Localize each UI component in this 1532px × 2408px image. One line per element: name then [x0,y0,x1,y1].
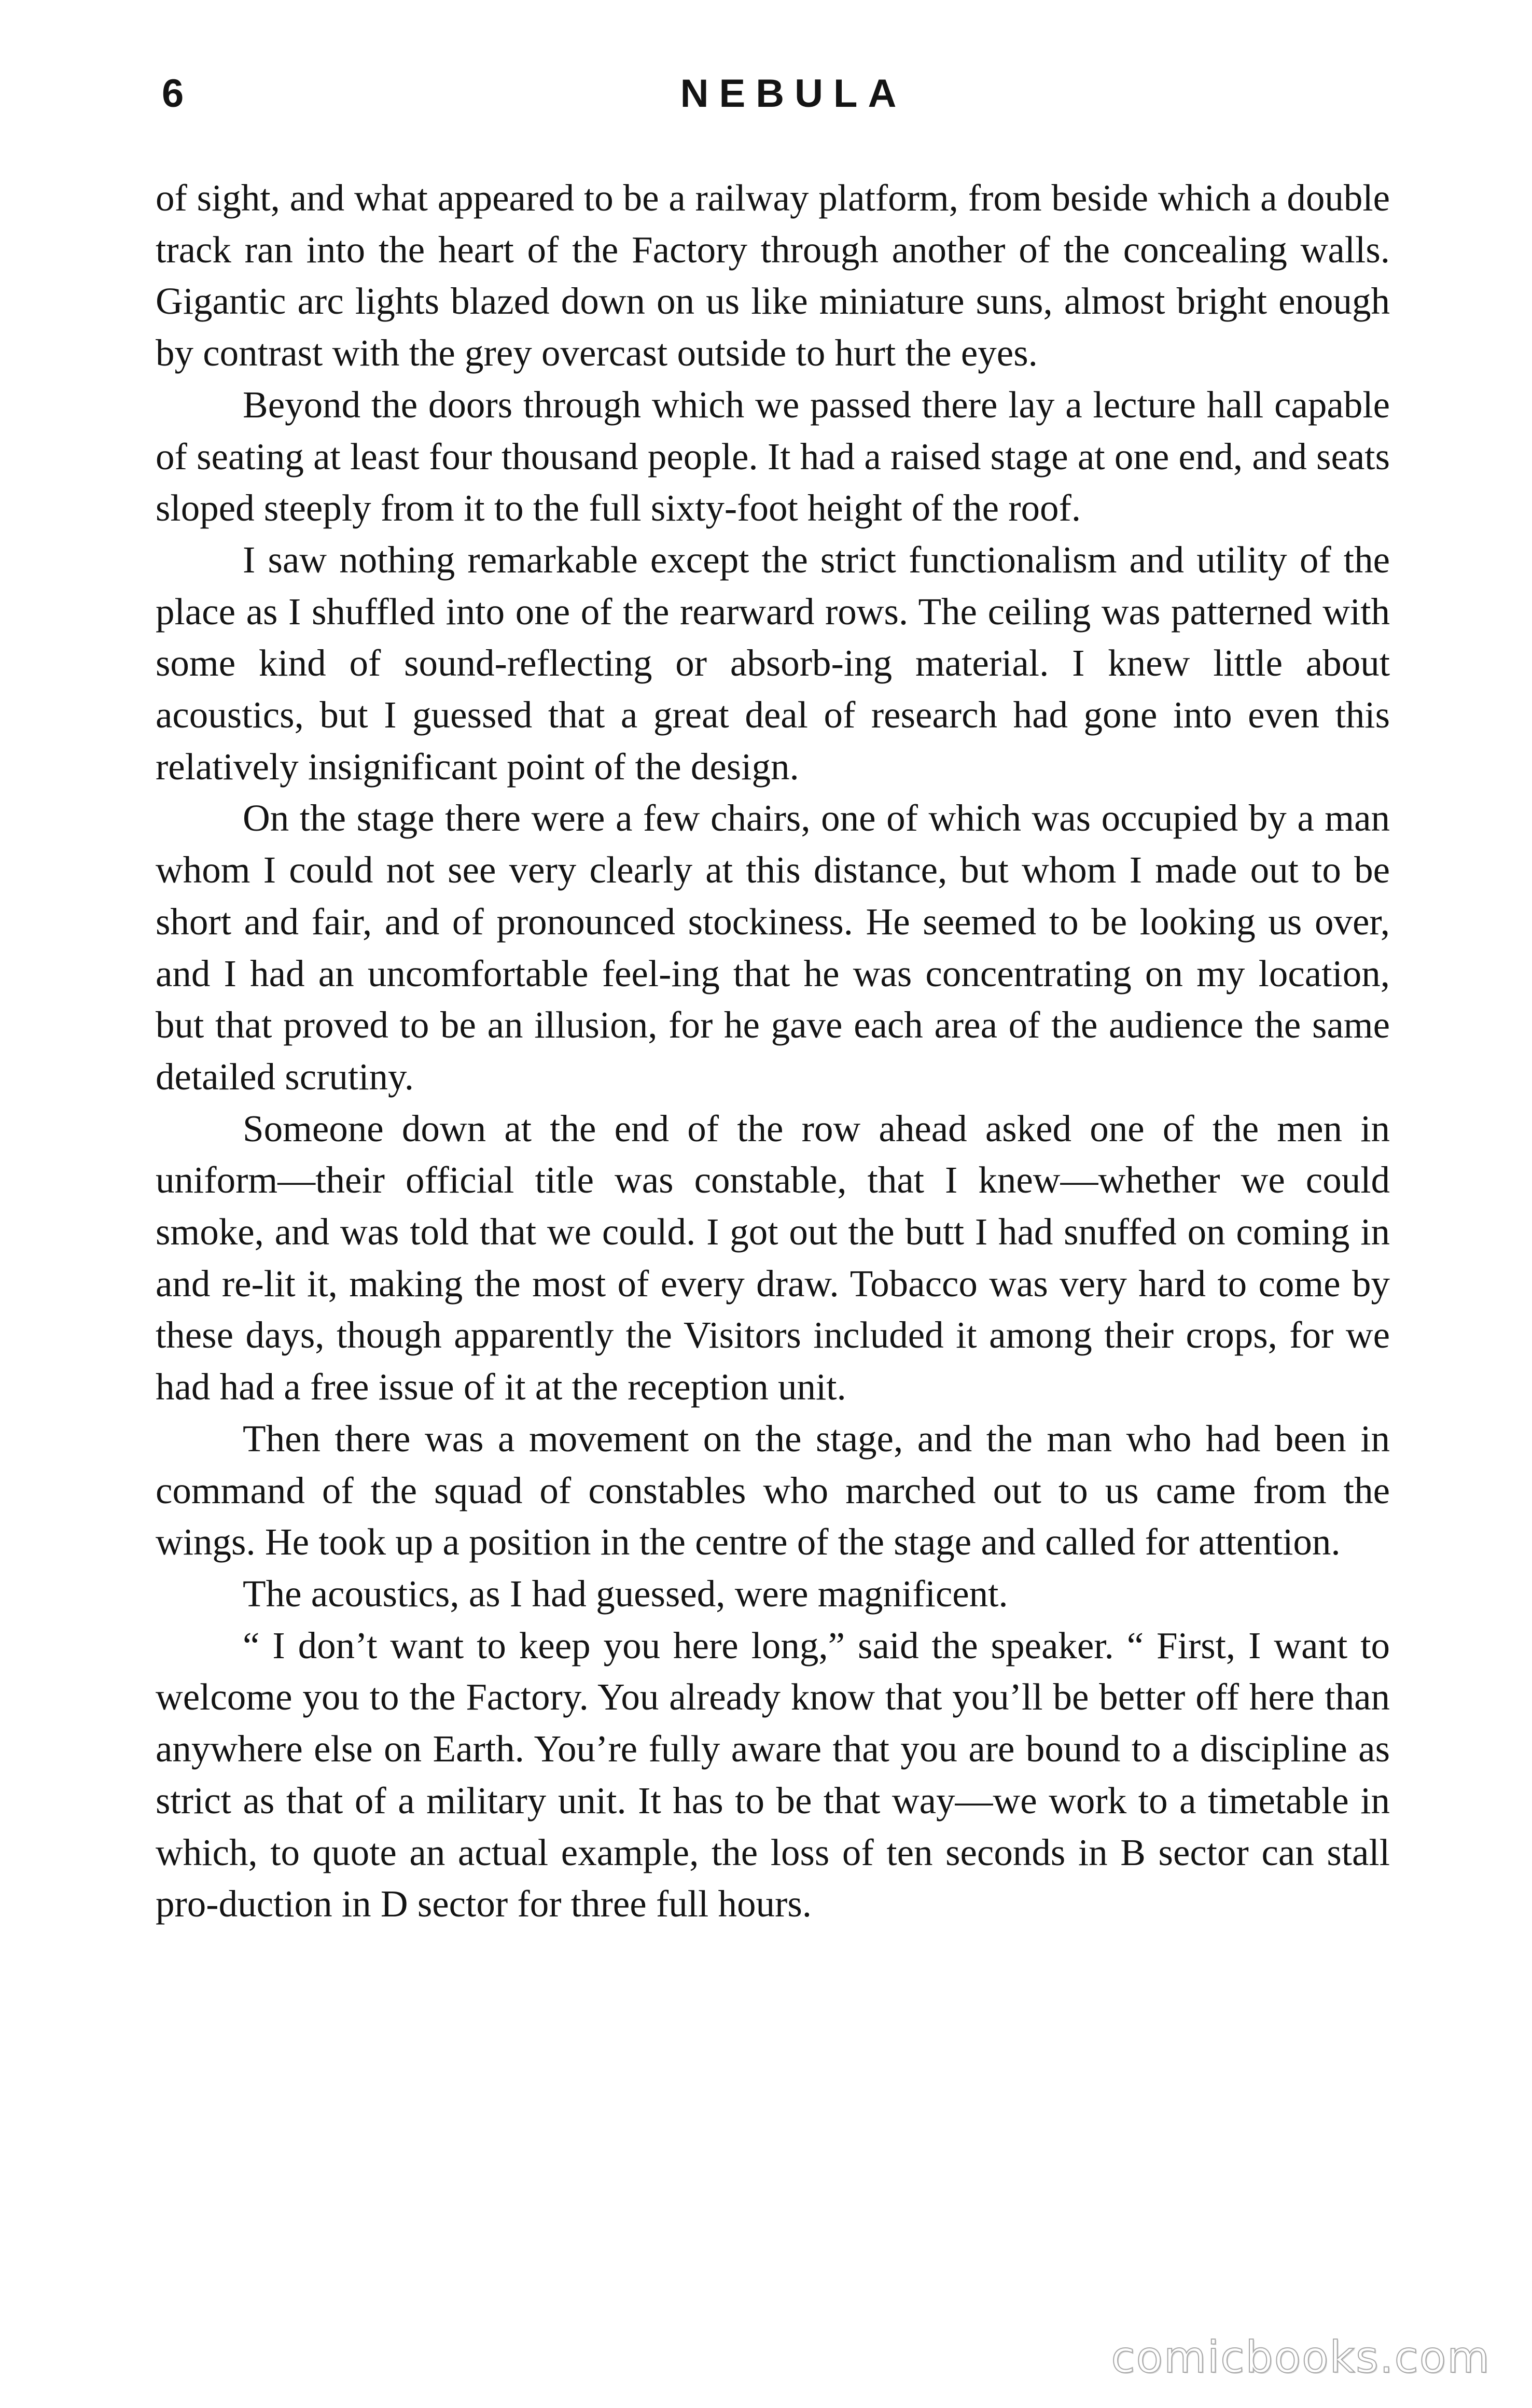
watermark: comicbooks.com [1111,2332,1491,2383]
paragraph-8: “ I don’t want to keep you here long,” said the speaker. “ First, I want to welcome you to the Factory. You already know that you’ll be better off here than anywhere else on Earth. You’re fully aware that you are bound to a discipline as strict as that of a military unit. It has to be that way—we work to a timetable in which, to quote an actual example, the loss of ten seconds in B sector can stall pro-duction in D sector for three full hours. [156,1624,1390,1925]
paragraph-6: Then there was a movement on the stage, and the man who had been in command of the squad of constables who marched out to us came from the wings. He took up a position in the centre of the stage and called for attention. [156,1417,1390,1563]
running-title: NEBULA [680,72,907,116]
paragraph-3: I saw nothing remarkable except the strict functionalism and utility of the place as I shuffled into one of the rearward rows. The ceiling was patterned with some kind of sound-reflecting or absorb-ing material. I knew little about acoustics, but I guessed that a great deal of research had gone into even this relatively insignificant point of the design. [156,538,1390,788]
body-text [156,172,1390,1930]
page-number: 6 [162,72,184,116]
paragraph-7: The acoustics, as I had guessed, were magnificent. [243,1572,1008,1615]
book-page [156,67,1390,2339]
paragraph-4: On the stage there were a few chairs, one of which was occupied by a man whom I could not see very clearly at this distance, but whom I made out to be short and fair, and of pronounced stockiness. He seemed to be looking us over, and I had an uncomfortable feel-ing that he was concentrating on my location, but that proved to be an illusion, for he gave each area of the audience the same detailed scrutiny. [156,797,1390,1098]
paragraph-1: of sight, and what appeared to be a railway platform, from beside which a double track ran into the heart of the Factory through another of the concealing walls. Gigantic arc lights blazed down on us like miniature suns, almost bright enough by contrast with the grey overcast outside to hurt the eyes. [156,177,1390,374]
paragraph-5: Someone down at the end of the row ahead asked one of the men in uniform—their official title was constable, that I knew—whether we could smoke, and was told that we could. I got out the butt I had snuffed on coming in and re-lit it, making the most of every draw. Tobacco was very hard to come by these days, though apparently the Visitors included it among their crops, for we had had a free issue of it at the reception unit. [156,1107,1390,1408]
running-head [156,67,1390,124]
paragraph-2: Beyond the doors through which we passed there lay a lecture hall capable of seating at least four thousand people. It had a raised stage at one end, and seats sloped steeply from it to the full sixty-foot height of the roof. [156,383,1390,529]
